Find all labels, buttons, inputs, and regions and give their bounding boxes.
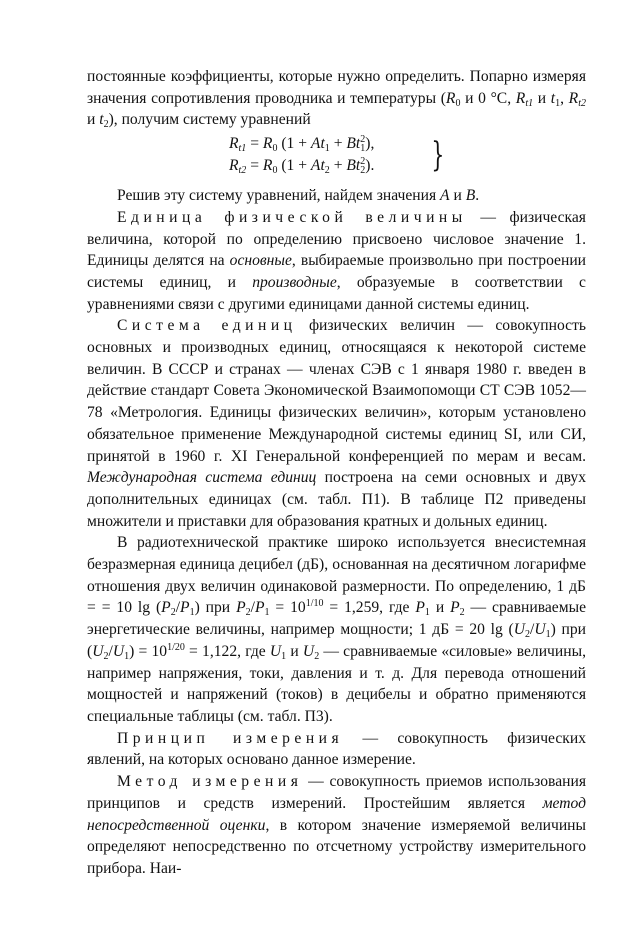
eq-symbol: A — [310, 157, 321, 175]
subscript: 1 — [545, 629, 551, 641]
operator: / — [529, 621, 535, 639]
subscript: 1 — [124, 650, 130, 662]
eq-symbol: B — [346, 135, 356, 153]
symbol-r: R — [445, 89, 456, 107]
eq-subscript: 0 — [272, 143, 278, 155]
symbol-p: P — [450, 599, 460, 617]
eq-operator: + — [329, 157, 347, 175]
text-run: и — [87, 111, 100, 129]
subscript: t1 — [525, 97, 534, 109]
symbol-t: t — [99, 111, 104, 129]
text-run: = 10 — [269, 599, 306, 617]
subscript: 2 — [103, 119, 109, 131]
symbol-p: P — [254, 599, 265, 617]
equation-1 — [229, 133, 374, 155]
eq-subscript: 1 — [360, 143, 366, 155]
superscript: 1/20 — [167, 641, 185, 653]
symbol-u: U — [92, 642, 104, 660]
eq-subscript: 0 — [272, 165, 278, 177]
eq-symbol: t — [355, 157, 361, 175]
text-run: и — [429, 599, 451, 617]
subscript: 2 — [314, 650, 320, 662]
subscript: 2 — [459, 607, 465, 619]
paragraph-unit-system — [87, 315, 586, 532]
symbol-t: t — [550, 89, 556, 107]
italic-term: Международная система единиц — [87, 469, 317, 487]
eq-operator: ), — [365, 135, 375, 153]
subscript: t2 — [578, 97, 586, 109]
subscript: 1 — [555, 97, 561, 109]
text-run: физических величин — совокупность основных и производных единиц, относящаяся к некоторой системе величин. В СССР и странах — членах СЭВ с 1 января 1980 г. введен в действие стандарт Совета Экономической Взаимопомощи СТ СЭВ 1052—78 «Метрология. Единицы физических величин», которым установлено обязательное применение Международной системы единиц SI, или СИ, принятой в 1960 г. XI Генеральной конференцией по мерам и весам. — [87, 317, 587, 465]
text-run: — сравниваемые «силовые» величины, например напряжения, токи, давления и т. д. Для перевода отношений мощностей и напряжений (токов) в децибелы и обратно применяются специальные таблицы (см. табл. П3). — [87, 642, 586, 725]
operator: / — [108, 642, 113, 660]
eq-symbol: R — [262, 135, 273, 153]
subscript: 2 — [170, 607, 176, 619]
text-run: ), получим систему уравнений — [108, 111, 311, 129]
text-run: , выбираемые произвольно при построении системы единиц, и — [87, 252, 587, 291]
subscript: 1 — [189, 607, 195, 619]
eq-operator: ). — [365, 157, 375, 175]
eq-superscript: 2 — [360, 134, 366, 146]
equation-2 — [229, 155, 374, 177]
symbol-p: P — [180, 599, 190, 617]
text-run: и 0 °C, — [460, 89, 516, 107]
text-run: — сравниваемые энергетические величины, например мощности; 1 дБ = 20 lg ( — [87, 599, 586, 639]
text-run: — совокупность приемов использования принципов и средств измерений. Простейшим является — [87, 773, 586, 812]
eq-symbol: B — [346, 157, 356, 175]
text-run: — совокупность физических явлений, на которых основано данное измерение. — [87, 729, 587, 769]
eq-superscript: 2 — [360, 156, 366, 168]
symbol-u: U — [513, 621, 525, 639]
text-run: и — [449, 187, 466, 205]
subscript: 2 — [103, 650, 109, 662]
equation-system — [87, 133, 586, 179]
text-run: — физическая величина, которой по определению присвоено числовое значение 1. Единицы делятся на — [87, 208, 586, 270]
symbol-r: R — [568, 89, 579, 107]
operator: / — [175, 599, 181, 617]
text-run: ) = 10 — [129, 642, 168, 660]
italic-term: производные — [252, 273, 337, 291]
text-run: ) при ( — [87, 621, 586, 660]
eq-operator: + — [329, 135, 347, 153]
eq-symbol: R — [229, 157, 239, 175]
eq-symbol: R — [229, 135, 239, 153]
italic-term: метод непосредственной оценки — [87, 794, 586, 834]
symbol-p: P — [415, 599, 425, 617]
paragraph-decibel — [87, 532, 586, 727]
text-run: . — [475, 187, 480, 205]
paragraph-solution — [87, 185, 586, 207]
superscript: 1/10 — [305, 598, 324, 610]
paragraph-intro — [87, 66, 586, 131]
eq-operator: = — [246, 135, 263, 153]
text-run: постоянные коэффициенты, которые нужно определить. Попарно измеряя значения сопротивления проводника и температуры ( — [87, 68, 586, 107]
text-run: Решив эту систему уравнений, найдем значения — [117, 187, 441, 205]
eq-operator: (1 + — [277, 135, 311, 153]
eq-symbol: t — [320, 135, 325, 153]
brace-symbol: } — [431, 135, 445, 176]
text-run: ) при — [194, 599, 237, 617]
symbol-u: U — [302, 642, 315, 660]
term-heading: Единица физической величины — [117, 208, 467, 226]
symbol-p: P — [236, 599, 246, 617]
symbol-p: P — [161, 599, 171, 617]
eq-symbol: A — [310, 135, 321, 153]
symbol-u: U — [112, 642, 125, 660]
italic-term: основные — [229, 252, 292, 270]
eq-operator: (1 + — [277, 157, 311, 175]
eq-subscript: 2 — [324, 165, 330, 177]
text-run: , в котором значение измеряемой величины определяют непосредственно по отсчетному устройству измерительного прибора. Наи- — [87, 816, 586, 877]
symbol-u: U — [269, 642, 282, 660]
text-run: и — [286, 642, 303, 660]
eq-subscript: t1 — [238, 143, 247, 155]
subscript: 0 — [455, 97, 461, 109]
text-run: , образуемые в соответствии с уравнениями связи с другими единицами данной системы единиц. — [87, 273, 586, 313]
text-run: = 1,122, где — [184, 642, 270, 660]
symbol-a: A — [440, 187, 450, 205]
symbol-r: R — [515, 89, 526, 107]
eq-symbol: t — [320, 157, 325, 175]
text-run: , — [560, 89, 569, 107]
term-heading: Система единиц — [117, 317, 297, 335]
subscript: 1 — [264, 607, 270, 619]
text-run: = 1,259, где — [323, 599, 416, 617]
term-heading: Принцип измерения — [117, 729, 344, 747]
term-heading: Метод измерения — [117, 773, 303, 791]
eq-symbol: R — [262, 157, 273, 175]
eq-subscript: 2 — [360, 165, 366, 177]
text-run: построена на семи основных и двух дополнительных единицах (см. табл. П1). В таблице П2 приведены множители и приставки для образования кратных и дольных единиц. — [87, 469, 587, 530]
subscript: 1 — [281, 650, 287, 662]
eq-subscript: t2 — [238, 165, 247, 177]
eq-operator: = — [246, 157, 263, 175]
subscript: 2 — [524, 629, 530, 641]
symbol-b: B — [465, 187, 476, 205]
paragraph-measurement-method — [87, 771, 586, 880]
eq-subscript: 1 — [324, 143, 330, 155]
paragraph-measurement-principle — [87, 728, 586, 771]
subscript: 2 — [245, 607, 251, 619]
text-run: В радиотехнической практике широко используется внесистемная безразмерная единица децибел (дБ), основанная на десятичном логарифме отношения двух величин одинаковой размерности. По определению, 1 дБ = = 10 lg ( — [87, 534, 586, 617]
eq-symbol: t — [355, 135, 361, 153]
text-run: и — [533, 89, 551, 107]
paragraph-unit-definition — [87, 207, 586, 316]
symbol-u: U — [534, 621, 546, 639]
operator: / — [250, 599, 255, 617]
subscript: 1 — [424, 607, 430, 619]
